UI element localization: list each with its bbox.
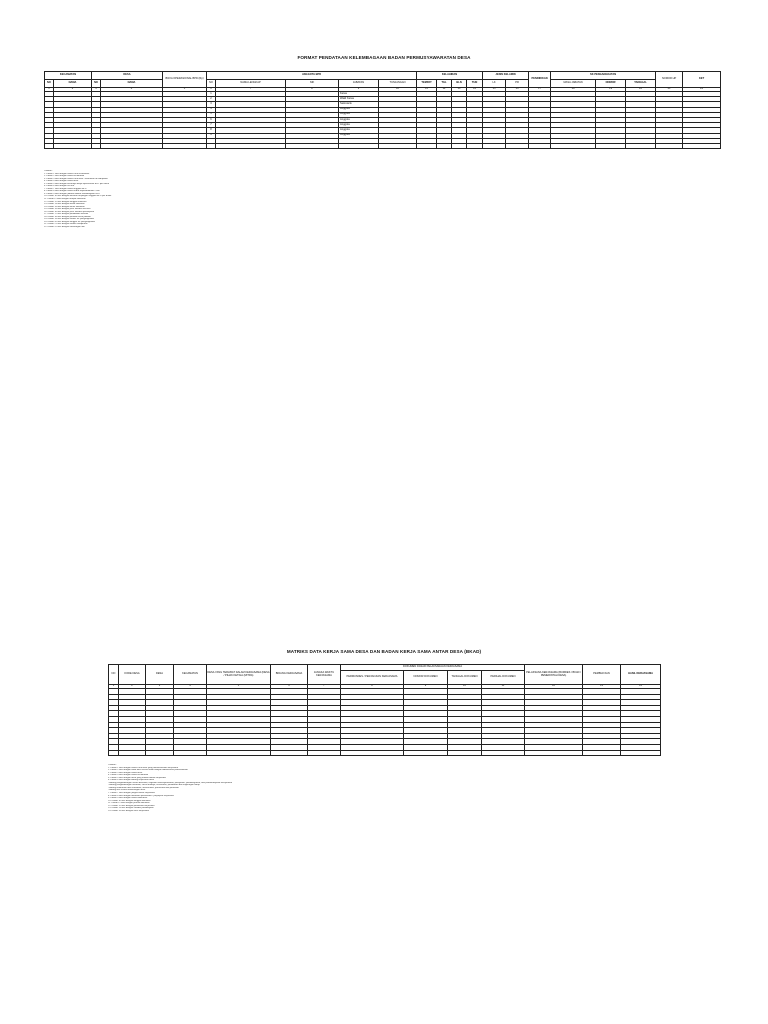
header-pembiayaan: PEMBIAYAAN bbox=[583, 665, 621, 685]
column-number: 10 bbox=[448, 685, 482, 689]
column-number: 15 bbox=[483, 88, 506, 92]
row-number-cell: 9 bbox=[207, 133, 216, 138]
header-pelaksana: PELAKSANA KERJASAMA (BUMDES / BKAD / PEMERINTAH DESA) bbox=[525, 665, 583, 685]
data-cell bbox=[207, 750, 271, 756]
header-jangka-waktu: JANGKA WAKTU KERJASAMA bbox=[308, 665, 341, 685]
column-number: 12 bbox=[437, 88, 452, 92]
note-line: 9. Kolom 9 diisi dengan nomor dokumen bbox=[108, 797, 148, 800]
header-bln: BLN bbox=[452, 80, 467, 88]
note-line: 13. Kolom 13 diisi dengan sumber pembiayaan bbox=[108, 807, 154, 810]
header-sk-pengangkatan: SK PENGANGKATAN bbox=[551, 72, 656, 80]
column-number: 21 bbox=[656, 88, 683, 92]
data-cell bbox=[626, 143, 656, 148]
note-line: 6. Kolom 6 diisi dengan bidang kerjasama desa bbox=[108, 779, 154, 782]
column-number: 5 bbox=[163, 88, 207, 92]
header-desa: DESA bbox=[146, 665, 174, 685]
header-no: NO bbox=[109, 665, 119, 685]
header-nik: NIK bbox=[286, 80, 339, 88]
column-number: 8 bbox=[341, 685, 404, 689]
row-number-cell: 4 bbox=[207, 107, 216, 112]
header-tempat: TEMPAT bbox=[417, 80, 437, 88]
data-cell bbox=[45, 143, 54, 148]
jabatan-cell bbox=[339, 143, 379, 148]
column-number: 6 bbox=[207, 88, 216, 92]
row-number-cell: 6 bbox=[207, 117, 216, 122]
header-dokumen-dasar: DOKUMEN DASAR PELAKSANAAN KERJASAMA bbox=[341, 665, 525, 671]
header-kecamatan: KECAMATAN bbox=[45, 72, 92, 80]
data-cell bbox=[119, 750, 146, 756]
column-number: 14 bbox=[621, 685, 661, 689]
note-line: 19. Kolom 19 diisi dengan nomor SK pengangkatan bbox=[44, 218, 94, 221]
column-number: 18 bbox=[551, 88, 596, 92]
note-line: 21. Kolom 21 diisi dengan nomor handphone bbox=[44, 223, 88, 226]
header-pendidikan: PENDIDIKAN bbox=[529, 72, 551, 88]
note-line: 22. Kolom 22 diisi dengan keterangan lain bbox=[44, 226, 85, 229]
header-tanggal: TANGGAL bbox=[626, 80, 656, 88]
column-number: 11 bbox=[482, 685, 525, 689]
column-number: 6 bbox=[271, 685, 308, 689]
column-number: 17 bbox=[529, 88, 551, 92]
bkad-table bbox=[108, 664, 661, 756]
column-number: 12 bbox=[525, 685, 583, 689]
column-number: 13 bbox=[583, 685, 621, 689]
header-kelahiran: KELAHIRAN bbox=[417, 72, 483, 80]
header-tanggal-dokumen: TANGGAL DOKUMEN bbox=[448, 671, 482, 685]
jabatan-cell: Anggota bbox=[339, 117, 379, 122]
column-number: 16 bbox=[506, 88, 529, 92]
note-line: - bidang pengembangan ekonomi, sosial budaya, kesehatan, pendidikan dan lingkungan hidup bbox=[108, 784, 200, 787]
row-number-cell bbox=[207, 143, 216, 148]
data-cell bbox=[656, 143, 683, 148]
column-number: 20 bbox=[626, 88, 656, 92]
column-number: 1 bbox=[45, 88, 54, 92]
column-number: 9 bbox=[339, 88, 379, 92]
column-number: 3 bbox=[146, 685, 174, 689]
column-number: 3 bbox=[92, 88, 101, 92]
header-masa-jabatan: MASA JABATAN bbox=[551, 80, 596, 88]
data-cell bbox=[163, 143, 207, 148]
column-number: 22 bbox=[683, 88, 721, 92]
jabatan-cell: Anggota bbox=[339, 128, 379, 133]
column-number: 7 bbox=[308, 685, 341, 689]
note-line: 6. Kolom 6 diisi dengan no urut bbox=[44, 185, 75, 188]
data-cell bbox=[271, 750, 308, 756]
data-cell bbox=[308, 750, 341, 756]
jabatan-cell: Ketua bbox=[339, 92, 379, 97]
table-row bbox=[109, 750, 661, 756]
note-line: 5. Kolom 5 diisi dengan besarnya biaya operasional BPD per tahun bbox=[44, 182, 110, 185]
header-pr: PR bbox=[506, 80, 529, 88]
note-line: 11. Kolom 11 diisi dengan perihal dokumen bbox=[108, 802, 150, 805]
data-cell bbox=[417, 143, 437, 148]
header-kecamatan: KECAMATAN bbox=[174, 665, 207, 685]
data-cell bbox=[54, 143, 92, 148]
row-number-cell: 7 bbox=[207, 123, 216, 128]
sheet1-title: FORMAT PENDATAAN KELEMBAGAAN BADAN PERMUSYAWARATAN DESA bbox=[297, 55, 471, 60]
row-number-cell: 5 bbox=[207, 112, 216, 117]
note-line: 10. Kolom 10 diisi dengan tanggal dokumen bbox=[108, 799, 151, 802]
header-permusdes: PERMUSDES / PERJANJIAN KERJASAMA bbox=[341, 671, 404, 685]
data-cell bbox=[216, 143, 286, 148]
table-row bbox=[45, 143, 721, 148]
data-cell bbox=[404, 750, 448, 756]
header-nomor-dokumen: NOMOR DOKUMEN bbox=[404, 671, 448, 685]
note-line: 1. Kolom 1 diisi dengan nomor urut kecamatan bbox=[44, 172, 90, 175]
note-line: 12. Kolom 12 diisi dengan tanggal kelahiran bbox=[44, 200, 87, 203]
note-line: 8. Kolom 8 diisi dengan nomor induk kependudukan / NIK bbox=[44, 190, 100, 193]
note-line: 5. Kolom 5 diisi dengan desa yang terlibat dalam kerjasama bbox=[108, 776, 166, 779]
data-cell bbox=[529, 143, 551, 148]
header-jenis-kelamin: JENIS KELAMIN bbox=[483, 72, 529, 80]
jabatan-cell: Wakil Ketua bbox=[339, 97, 379, 102]
column-number: 4 bbox=[101, 88, 163, 92]
jabatan-cell: Anggota bbox=[339, 112, 379, 117]
column-number: 5 bbox=[207, 685, 271, 689]
data-cell bbox=[621, 750, 661, 756]
header-nama: NAMA bbox=[101, 80, 163, 88]
note-line: 16. Kolom 16 diisi dengan jenis kelamin perempuan bbox=[44, 210, 95, 213]
column-number: 7 bbox=[216, 88, 286, 92]
jabatan-cell: Anggota bbox=[339, 133, 379, 138]
header-jabatan: JABATAN bbox=[339, 80, 379, 88]
note-line: 7. Kolom 7 diisi dengan jangka waktu kerjasama bbox=[108, 792, 155, 795]
column-number: 11 bbox=[417, 88, 437, 92]
note-line: 3. Kolom 3 diisi dengan nomor urut desa / kelurahan di kabupaten bbox=[44, 177, 108, 180]
note-line: 11. Kolom 11 diisi dengan tempat kelahiran bbox=[44, 198, 86, 201]
sheet2-notes bbox=[108, 764, 648, 812]
notes-title: Catatan : bbox=[108, 764, 117, 766]
header-kode-desa: KODE DESA bbox=[119, 665, 146, 685]
note-line: 3. Kolom 3 diisi dengan nama desa bbox=[108, 771, 143, 774]
sheet2-title: MATRIKS DATA KERJA SAMA DESA DAN BADAN KERJA SAMA ANTAR DESA (BKAD) bbox=[286, 649, 482, 654]
note-line: 4. Kolom 4 diisi dengan nama desa bbox=[44, 180, 79, 183]
header-desa: DESA bbox=[92, 72, 163, 80]
note-line: 14. Kolom 14 diisi dengan hasil kerjasama bbox=[108, 809, 149, 812]
jabatan-cell: Anggota bbox=[339, 107, 379, 112]
data-cell bbox=[583, 750, 621, 756]
header-hasil-kerjasama: HASIL KERJASAMA bbox=[621, 665, 661, 685]
row-number-cell: 1 bbox=[207, 92, 216, 97]
header-no: NO bbox=[45, 80, 54, 88]
header-biaya-operasional: BIAYA OPERASIONAL BPD (Rp) bbox=[163, 72, 207, 88]
header-no: NO bbox=[92, 80, 101, 88]
column-number: 8 bbox=[286, 88, 339, 92]
data-cell bbox=[174, 750, 207, 756]
data-cell bbox=[92, 143, 101, 148]
note-line: 4. Kolom 4 diisi dengan nama kecamatan bbox=[108, 774, 149, 777]
header-perihal-dokumen: PERIHAL DOKUMEN bbox=[482, 671, 525, 685]
notes-title: Catatan : bbox=[44, 170, 53, 172]
note-line: - bidang keamanan dan ketertiban, infrastruktur, pariwisata dan pertanian bbox=[108, 786, 179, 789]
data-cell bbox=[437, 143, 452, 148]
note-line: - bidang pengembangan usaha bersama, kegiatan kemasyarakatan, pelayanan, pembangunan, dan pemberdayaan masyarakat bbox=[108, 781, 233, 784]
data-cell bbox=[483, 143, 506, 148]
note-line: - bidang lain sesuai kewenangan desa bbox=[108, 789, 146, 792]
header-nama-lengkap: NAMA LENGKAP bbox=[216, 80, 286, 88]
note-line: 2. Kolom 2 diisi dengan kode desa sesuai kode wilayah administrasi pemerintahan bbox=[108, 769, 188, 772]
data-cell bbox=[109, 750, 119, 756]
note-line: 10. Kolom 10 diisi dengan besaran tunjangan anggota BPD per bulan bbox=[44, 195, 112, 198]
data-cell bbox=[482, 750, 525, 756]
header-desa-terlibat: DESA YANG TERLIBAT DALAM KERJASAMA (DESA / PIHAK KETIGA (MITRA) bbox=[207, 665, 271, 685]
note-line: 12. Kolom 12 diisi dengan pelaksana kerjasama bbox=[108, 804, 155, 807]
sheet1-notes bbox=[44, 170, 504, 229]
row-number-cell: 2 bbox=[207, 97, 216, 102]
data-cell bbox=[525, 750, 583, 756]
note-line: 8. Kolom 8 diisi dengan dokumen permusdes / perjanjian kerjasama bbox=[108, 794, 174, 797]
note-line: 20. Kolom 20 diisi dengan tanggal SK pengangkatan bbox=[44, 220, 95, 223]
header-ket: KET bbox=[683, 72, 721, 88]
column-number: 13 bbox=[452, 88, 467, 92]
data-cell bbox=[506, 143, 529, 148]
header-no: NO bbox=[207, 80, 216, 88]
data-cell bbox=[341, 750, 404, 756]
note-line: 18. Kolom 18 diisi dengan periode masa jabatan bbox=[44, 215, 91, 218]
column-number: 2 bbox=[54, 88, 92, 92]
row-number-cell: 8 bbox=[207, 128, 216, 133]
note-line: 17. Kolom 17 diisi dengan pendidikan terakhir bbox=[44, 213, 89, 216]
bpd-table bbox=[44, 71, 721, 149]
column-number: 14 bbox=[467, 88, 483, 92]
jabatan-cell: Anggota bbox=[339, 123, 379, 128]
header-nama: NAMA bbox=[54, 80, 92, 88]
header-lk: LK bbox=[483, 80, 506, 88]
note-line: 15. Kolom 15 diisi dengan jenis kelamin laki-laki bbox=[44, 208, 91, 211]
note-line: 9. Kolom 9 diisi dengan jabatan dalam kelembagaan BPD bbox=[44, 192, 100, 195]
data-cell bbox=[596, 143, 626, 148]
header-bidang-kerjasama: BIDANG KERJASAMA bbox=[271, 665, 308, 685]
data-cell bbox=[146, 750, 174, 756]
header-nomor-hp: NOMOR HP bbox=[656, 72, 683, 88]
jabatan-cell: Sekretaris bbox=[339, 102, 379, 107]
data-cell bbox=[448, 750, 482, 756]
column-number: 2 bbox=[119, 685, 146, 689]
column-number: 19 bbox=[596, 88, 626, 92]
column-number: 1 bbox=[109, 685, 119, 689]
row-number-cell: 3 bbox=[207, 102, 216, 107]
header-tgl: TGL bbox=[437, 80, 452, 88]
note-line: 1. Kolom 1 diisi dengan nomor urut desa yang melaksanakan kerjasama bbox=[108, 766, 179, 769]
header-anggota-bpd: ANGGOTA BPD bbox=[207, 72, 417, 80]
header-nomor: NOMOR bbox=[596, 80, 626, 88]
note-line: 7. Kolom 7 diisi dengan nama anggota BPD bbox=[44, 187, 87, 190]
data-cell bbox=[452, 143, 467, 148]
column-number: 10 bbox=[379, 88, 417, 92]
note-line: 14. Kolom 14 diisi dengan tahun kelahiran bbox=[44, 205, 85, 208]
data-cell bbox=[101, 143, 163, 148]
data-cell bbox=[286, 143, 339, 148]
header-tunjangan: TUNJANGAN bbox=[379, 80, 417, 88]
data-cell bbox=[683, 143, 721, 148]
column-number: 9 bbox=[404, 685, 448, 689]
header-thn: THN bbox=[467, 80, 483, 88]
data-cell bbox=[467, 143, 483, 148]
note-line: 13. Kolom 13 diisi dengan bulan kelahiran bbox=[44, 203, 85, 206]
column-number: 4 bbox=[174, 685, 207, 689]
note-line: 2. Kolom 2 diisi dengan nama kecamatan bbox=[44, 175, 85, 178]
data-cell bbox=[379, 143, 417, 148]
data-cell bbox=[551, 143, 596, 148]
